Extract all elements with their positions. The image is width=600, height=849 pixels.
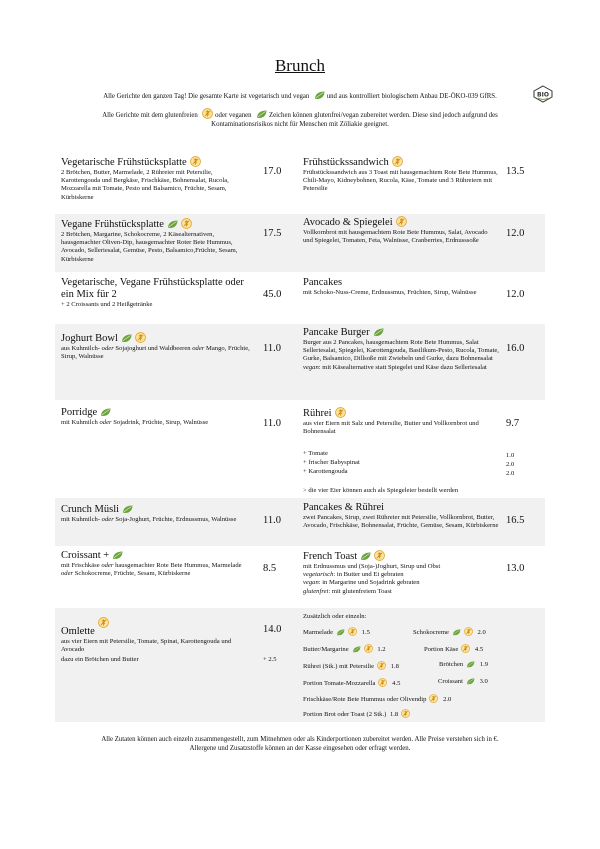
desc-text: vegan	[303, 579, 319, 587]
addition-schokocreme	[413, 627, 486, 636]
addition-portion-kaese	[424, 644, 483, 653]
leaf-icon	[352, 646, 361, 653]
desc-text: mit Kuhmilch	[61, 419, 98, 426]
addition-label: Portion Käse	[424, 646, 459, 653]
dish-description: aus vier Eiern mit Salz und Petersilie, Butter und Vollkornbrot und Bohnensalat	[303, 420, 479, 436]
omlette-extra-price: + 2.5	[263, 656, 277, 663]
menu-row	[55, 498, 545, 546]
dish-name: Frühstückssandwich	[303, 157, 389, 168]
gluten-free-icon	[464, 627, 473, 636]
leaf-icon	[122, 505, 133, 514]
menu-item-pancakes	[303, 277, 499, 297]
addition-label: Marmelade	[303, 629, 334, 636]
ruehrei-note: > die vier Eier können auch als Spiegeleier bestellt werden	[303, 487, 459, 494]
bio-logo	[533, 85, 553, 103]
desc-text: Soja-Joghurt, Früchte, Erdnussmus, Walnüsse	[115, 516, 237, 523]
gluten-free-icon	[392, 156, 403, 167]
gluten-free-icon	[135, 332, 146, 343]
bio-logo-text: BIO	[537, 91, 549, 99]
menu-item-french-toast	[303, 550, 499, 596]
menu-item-pancake-burger	[303, 327, 499, 372]
dish-price: 8.5	[263, 563, 277, 574]
dish-price: 12.0	[506, 289, 525, 300]
dish-name: Joghurt Bowl	[61, 333, 118, 344]
footer-line: Alle Zutaten können auch einzeln zusammengestellt, zum Mitnehmen oder als Kinderportionen zubereitet werden. Alle Preise verstehen sich in €.	[101, 736, 499, 743]
menu-row	[55, 546, 545, 608]
menu-item-vegan-platte	[61, 218, 251, 264]
addition-tomate-mozzarella	[303, 678, 400, 687]
dish-name: Vegetarische Frühstücksplatte	[61, 157, 187, 168]
addition-label: Portion Brot oder Toast (2 Stk.)	[303, 711, 387, 718]
dish-name: Avocado & Spiegelei	[303, 217, 393, 228]
extra-price: 2.0	[506, 470, 515, 477]
gluten-free-icon	[364, 644, 373, 653]
intro-text: oder veganen	[215, 112, 252, 119]
addition-label: Rührei (Stk.) mit Petersilie	[303, 663, 375, 670]
dish-name: Porridge	[61, 407, 98, 418]
extra-label: + frischer Babyspinat	[303, 459, 360, 466]
dish-description: zwei Pancakes, Sirup, zwei Rühreier mit Petersilie, Vollkornbrot, Butter, Avocado, Frischkäse, Bohnensalat, Früchte, Gemüse, Sesam, Kürbiskerne	[303, 514, 499, 530]
dish-price: 17.5	[263, 228, 282, 239]
dish-price: 9.7	[506, 418, 520, 429]
dish-price: 11.0	[263, 515, 281, 526]
desc-text: mit Kuhmilch-	[61, 516, 101, 523]
addition-price: 1.2	[377, 646, 386, 653]
leaf-icon	[466, 661, 475, 668]
addition-label: Frischkäse/Rote Bete Hummus oder Olivendip	[303, 696, 427, 703]
intro-text: Alle Gerichte mit dem glutenfreien	[102, 112, 198, 119]
leaf-icon	[466, 678, 475, 685]
addition-label: Brötchen	[439, 661, 464, 668]
addition-price: 1.8	[389, 711, 399, 718]
leaf-icon	[452, 629, 461, 636]
menu-item-joghurt	[61, 332, 251, 361]
desc-text: : mit glutenfreiem Toast	[328, 587, 392, 595]
dish-name: French Toast	[303, 551, 358, 562]
desc-text: hausgemachter Rote Bete Hummus, Marmelade	[115, 562, 242, 569]
dish-name: Crunch Müsli	[61, 504, 120, 515]
leaf-icon	[314, 91, 325, 100]
gluten-free-icon	[401, 709, 410, 718]
menu-item-porridge	[61, 407, 251, 427]
addition-price: 1.8	[390, 663, 399, 670]
desc-text: oder	[192, 345, 205, 352]
dish-description: Vollkornbrot mit hausgemachtem Rote Bete Hummus, Salat, Avocado und Spiegelei, Tomaten, Feta, Walnüsse, Cranberries, Erdnusssoße	[303, 229, 488, 245]
desc-text: mit Erdnussmus und (Soja-)Joghurt, Sirup und Obst	[303, 563, 441, 570]
leaf-icon	[336, 629, 345, 636]
desc-text: mit Frischkäse	[61, 562, 100, 569]
intro-text: Alle Gerichte den ganzen Tag! Die gesamte Karte ist vegetarisch und vegan	[103, 93, 310, 100]
addition-brot-toast	[303, 709, 410, 718]
omlette-extra: dazu ein Brötchen und Butter	[61, 656, 139, 663]
addition-frischkaese	[303, 694, 451, 703]
gluten-free-icon	[98, 617, 109, 628]
menu-item-pancakes-ruehrei	[303, 502, 499, 530]
addition-broetchen	[439, 661, 488, 668]
addition-price: 4.5	[474, 646, 484, 653]
dish-name: Omlette	[61, 626, 95, 637]
leaf-icon	[121, 334, 132, 343]
page-title: Brunch	[274, 56, 326, 75]
footer-note	[40, 735, 560, 753]
addition-butter	[303, 644, 386, 653]
menu-item-croissant	[61, 550, 251, 578]
extra-price: 1.0	[506, 452, 515, 459]
addition-price: 2.0	[477, 629, 486, 636]
gluten-free-icon	[348, 627, 357, 636]
gluten-free-icon	[335, 407, 346, 418]
gluten-free-icon	[374, 550, 385, 561]
addition-label: Croissant	[438, 678, 463, 685]
leaf-icon	[100, 408, 111, 417]
desc-text: Mango, Früchte, Sirup, Walnüsse	[61, 345, 250, 361]
addition-price: 1.9	[479, 661, 489, 668]
menu-item-avocado	[303, 216, 499, 245]
dish-name: Pancake Burger	[303, 327, 370, 338]
addition-croissant	[438, 678, 488, 685]
extra-label: + Tomate	[303, 450, 328, 457]
desc-text: oder	[101, 516, 114, 523]
dish-name: Vegane Frühstücksplatte	[61, 219, 164, 230]
intro-text: und aus kontrolliert biologischem Anbau DE-ÖKO-039 GfRS.	[326, 93, 497, 100]
addition-label: Schokocreme	[413, 629, 449, 636]
dish-price: 11.0	[263, 418, 281, 429]
dish-price: 12.0	[506, 228, 525, 239]
addition-marmelade	[303, 627, 370, 636]
addition-price: 1.5	[361, 629, 370, 636]
dish-description: Frühstückssandwich aus 3 Toast mit hausgemachtem Rote Bete Hummus, Chili-Mayo, Kidneybohnen, Rucola, Käse, Tomate und 3 Rühreiern mit Petersilie	[303, 169, 498, 193]
dish-description: 2 Brötchen, Margarine, Schokocreme, 2 Käsealternativen, hausgemachter Oliven-Dip, hausgemachter Roter Bete Hummus, Avocado, Selleriesalat, Gemüse, Pesto, Balsamico,Früchte, Sesam, Kürbiskerne	[61, 231, 238, 263]
dish-name: Rührei	[303, 408, 332, 419]
footer-line: Allergene und Zusatzstoffe können an der Kasse eingesehen oder erfragt werden.	[189, 745, 411, 752]
desc-text: Burger aus 2 Pancakes, hausgemachtem Rote Bete Hummus, Salat Selleriesalat, Spiegelei, Karottengouda, Basilikum-Pesto, Rucola, Tomate, Gurke, Balsamico, Dillsoße mit Zwiebeln und Gurke, dazu Bohnensalat	[303, 339, 499, 363]
extra-label: + Karottengouda	[303, 468, 348, 475]
desc-text: oder	[101, 345, 114, 352]
menu-item-muesli	[61, 504, 251, 524]
desc-text: vegetarisch	[303, 571, 334, 579]
addition-price: 4.5	[392, 680, 401, 687]
desc-text: : in Margarine und Sojadrink gebraten	[318, 579, 420, 587]
menu-item-omlette	[61, 612, 251, 654]
dish-price: 16.0	[506, 343, 525, 354]
dish-description	[61, 345, 251, 361]
gluten-free-icon	[181, 218, 192, 229]
desc-text: aus Kuhmilch-	[61, 345, 101, 352]
gluten-free-icon	[202, 108, 213, 119]
dish-description: mit Schoko-Nuss-Creme, Erdnussmus, Früchten, Sirup, Walnüsse	[303, 289, 477, 296]
desc-text: oder	[101, 562, 114, 569]
leaf-icon	[360, 552, 371, 561]
leaf-icon	[256, 110, 267, 119]
menu-row	[55, 152, 545, 214]
dish-price: 13.5	[506, 166, 525, 177]
dish-description	[61, 419, 251, 427]
intro-text: Zeichen können glutenfrei/vegan zubereitet werden. Diese sind jedoch aufgrund des	[268, 112, 498, 119]
menu-item-sandwich	[303, 156, 499, 194]
gluten-free-icon	[461, 644, 470, 653]
menu-row	[55, 214, 545, 272]
menu-row	[55, 608, 545, 722]
addition-price: 2.0	[443, 696, 452, 703]
dish-description	[303, 339, 499, 372]
dish-price: 45.0	[263, 289, 282, 300]
desc-text: : mit Käsealternative statt Spiegelei und Käse dazu Selleriesalat	[318, 363, 487, 371]
dish-description	[61, 562, 251, 578]
dish-description	[61, 516, 251, 524]
gluten-free-icon	[378, 678, 387, 687]
gluten-free-icon	[396, 216, 407, 227]
dish-name: Pancakes	[303, 277, 343, 288]
dish-name: Pancakes & Rührei	[303, 502, 385, 513]
dish-description	[303, 563, 499, 596]
addition-price: 3.0	[479, 678, 488, 685]
desc-text: : in Butter und Ei gebraten	[333, 571, 404, 579]
desc-text: Sojadrink, Früchte, Sirup, Walnüsse	[113, 419, 209, 426]
gluten-free-icon	[429, 694, 438, 703]
addition-label: Portion Tomate-Mozzarella	[303, 680, 376, 687]
menu-row	[55, 400, 545, 498]
desc-text: Schokocreme, Früchte, Sesam, Kürbiskerne	[74, 570, 191, 578]
dish-description: + 2 Croissants und 2 Heißgetränke	[61, 301, 153, 308]
desc-text: vegan	[303, 363, 319, 371]
dish-name: Vegetarische, Vegane Frühstücksplatte oder ein Mix für 2	[61, 277, 244, 300]
leaf-icon	[112, 551, 123, 560]
addition-ruehrei	[303, 661, 399, 670]
leaf-icon	[373, 328, 384, 337]
desc-text: oder	[99, 419, 112, 426]
dish-description: aus vier Eiern mit Petersilie, Tomate, Spinat, Karottengouda und Avocado	[61, 638, 232, 654]
desc-text: glutenfrei	[303, 587, 329, 595]
extra-price: 2.0	[506, 461, 515, 468]
dish-price: 14.0	[263, 624, 282, 635]
intro-line-1	[40, 91, 560, 101]
menu-item-veg-platte	[61, 156, 251, 202]
menu-item-mix-platte	[61, 277, 251, 309]
dish-price: 17.0	[263, 166, 282, 177]
additions-heading: Zusätzlich oder einzeln:	[303, 613, 367, 620]
dish-price: 16.5	[506, 515, 525, 526]
menu-row	[55, 272, 545, 324]
gluten-free-icon	[190, 156, 201, 167]
dish-price: 11.0	[263, 343, 281, 354]
gluten-free-icon	[377, 661, 386, 670]
menu-row	[55, 324, 545, 400]
dish-name: Croissant +	[61, 550, 110, 561]
desc-text: oder	[61, 570, 74, 578]
dish-description: 2 Brötchen, Butter, Marmelade, 2 Rühreier mit Petersilie, Karottengouda und Bergkäse, Frischkäse, Bohnensalat, Rucola, Mozzarella mit Tomate, Pesto und Balsamico, Früchte, Sesam, Kürbiskerne	[61, 169, 229, 201]
leaf-icon	[167, 220, 178, 229]
intro-line-2	[40, 108, 560, 129]
addition-label: Butter/Margarine	[303, 646, 349, 653]
desc-text: Sojajoghurt und Waldbeeren	[115, 345, 191, 352]
intro-text: Kontaminationsrisikos nicht für Menschen mit Zöliakie geeignet.	[211, 121, 389, 128]
menu-item-ruehrei	[303, 407, 499, 436]
dish-price: 13.0	[506, 563, 525, 574]
